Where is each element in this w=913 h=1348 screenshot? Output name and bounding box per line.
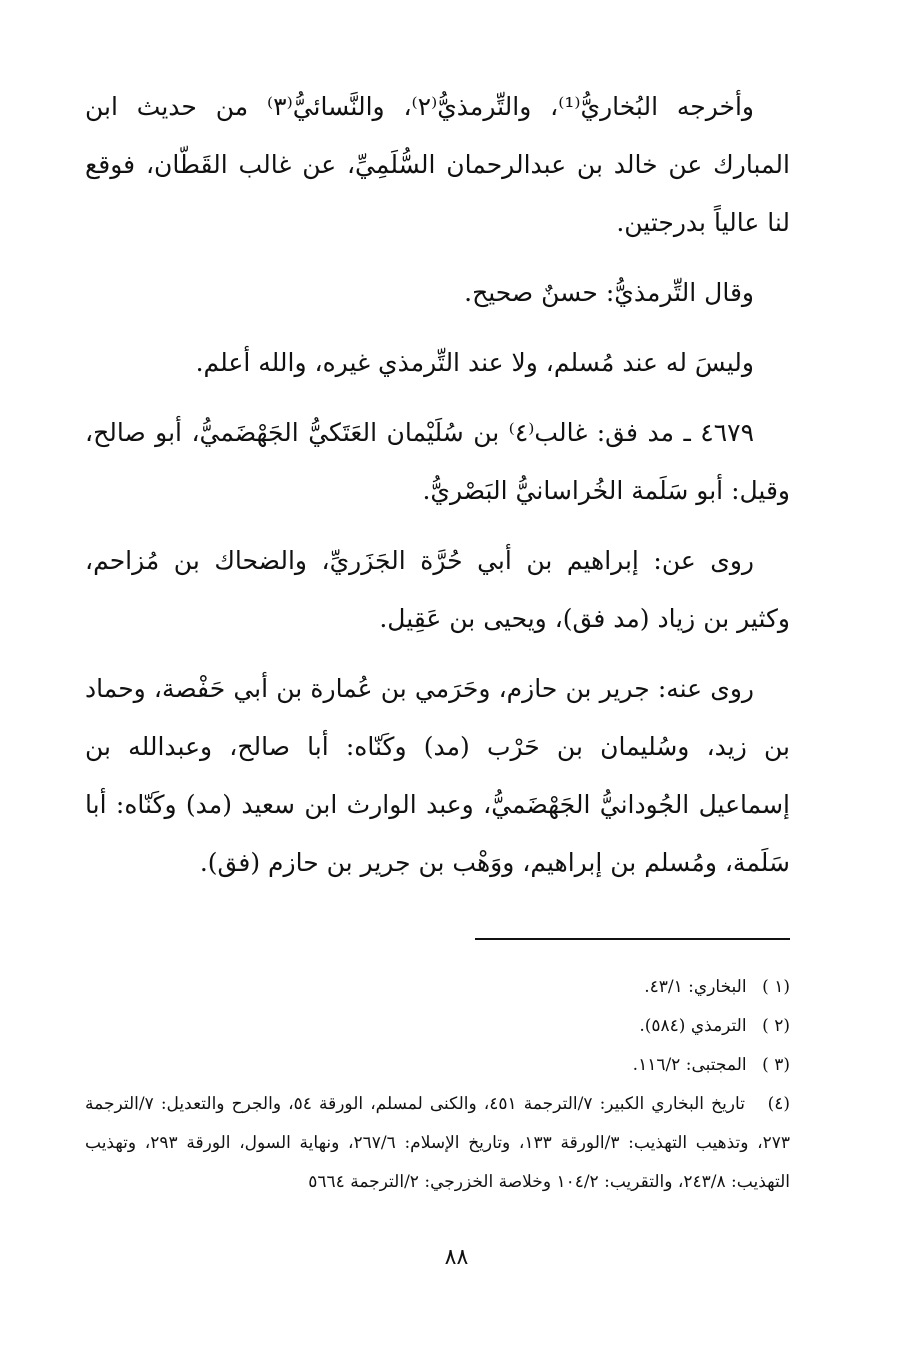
footnote-2 xyxy=(85,1007,790,1046)
footnotes xyxy=(85,968,790,1202)
paragraph-tirmidhi-grade: وقال التِّرمذيُّ: حسنٌ صحيح. xyxy=(464,278,754,307)
footnote-1 xyxy=(85,968,790,1007)
footnote-number: (٤) xyxy=(767,1094,791,1114)
footnote-4 xyxy=(85,1085,790,1202)
main-text xyxy=(85,78,790,904)
footnote-3 xyxy=(85,1046,790,1085)
footnote-text: البخاري: ٤٣/١. xyxy=(644,977,747,997)
footnote-text: تاريخ البخاري الكبير: ٧/الترجمة ٤٥١، والكنى لمسلم، الورقة ٥٤، والجرح والتعديل: ٧/الترجمة ٢٧٣، وتذهيب التهذيب: ٣/الورقة ١٣٣، وتاريخ الإسلام: ٢٦٧/٦، ونهاية السول، الورقة ٢٩٣، وتهذيب التهذيب: ٢٤٣/٨، والتقريب: ١٠٤/٢ وخلاصة الخزرجي: ٢/الترجمة ٥٦٦٤ xyxy=(85,1094,790,1192)
footnote-text: الترمذي (٥٨٤). xyxy=(639,1016,747,1036)
footnote-divider xyxy=(475,938,790,940)
footnote-number: (٣ ) xyxy=(762,1055,790,1075)
paragraph-narrated-by: روى عنه: جرير بن حازم، وحَرَمي بن عُمارة بن أبي حَفْصة، وحماد بن زيد، وسُليمان بن حَرْب (مد) وكَنّاه: أبا صالح، وعبدالله بن إسماعيل الجُودانيُّ الجَهْضَميُّ، وعبد الوارث ابن سعيد (مد) وكَنّاه: أبا سَلَمة، ومُسلم بن إبراهيم، ووَهْب بن جرير بن حازم (فق). xyxy=(85,674,790,877)
paragraph-takhrij: وأخرجه البُخاريُّ⁽¹⁾، والتِّرمذيُّ⁽٢⁾، والنَّسائيُّ⁽٣⁾ من حديث ابن المبارك عن خالد بن عبدالرحمان السُّلَمِيِّ، عن غالب القَطّان، فوقع لنا عالياً بدرجتين. xyxy=(85,92,790,237)
paragraph-narrated-from: روى عن: إبراهيم بن أبي حُرَّة الجَزَريِّ، والضحاك بن مُزاحم، وكثير بن زياد (مد فق)، ويحيى بن عَقِيل. xyxy=(85,546,790,633)
entry-heading: ٤٦٧٩ ـ مد فق: غالب⁽٤⁾ بن سُلَيْمان العَتَكيُّ الجَهْضَميُّ، أبو صالح، وقيل: أبو سَلَمة الخُراسانيُّ البَصْريُّ. xyxy=(85,418,790,505)
footnote-number: (١ ) xyxy=(762,977,790,997)
page-number: ٨٨ xyxy=(444,1245,469,1270)
footnote-number: (٢ ) xyxy=(762,1016,790,1036)
paragraph-note: وليسَ له عند مُسلم، ولا عند التِّرمذي غيره، والله أعلم. xyxy=(195,348,754,377)
footnote-text: المجتبى: ١١٦/٢. xyxy=(632,1055,747,1075)
